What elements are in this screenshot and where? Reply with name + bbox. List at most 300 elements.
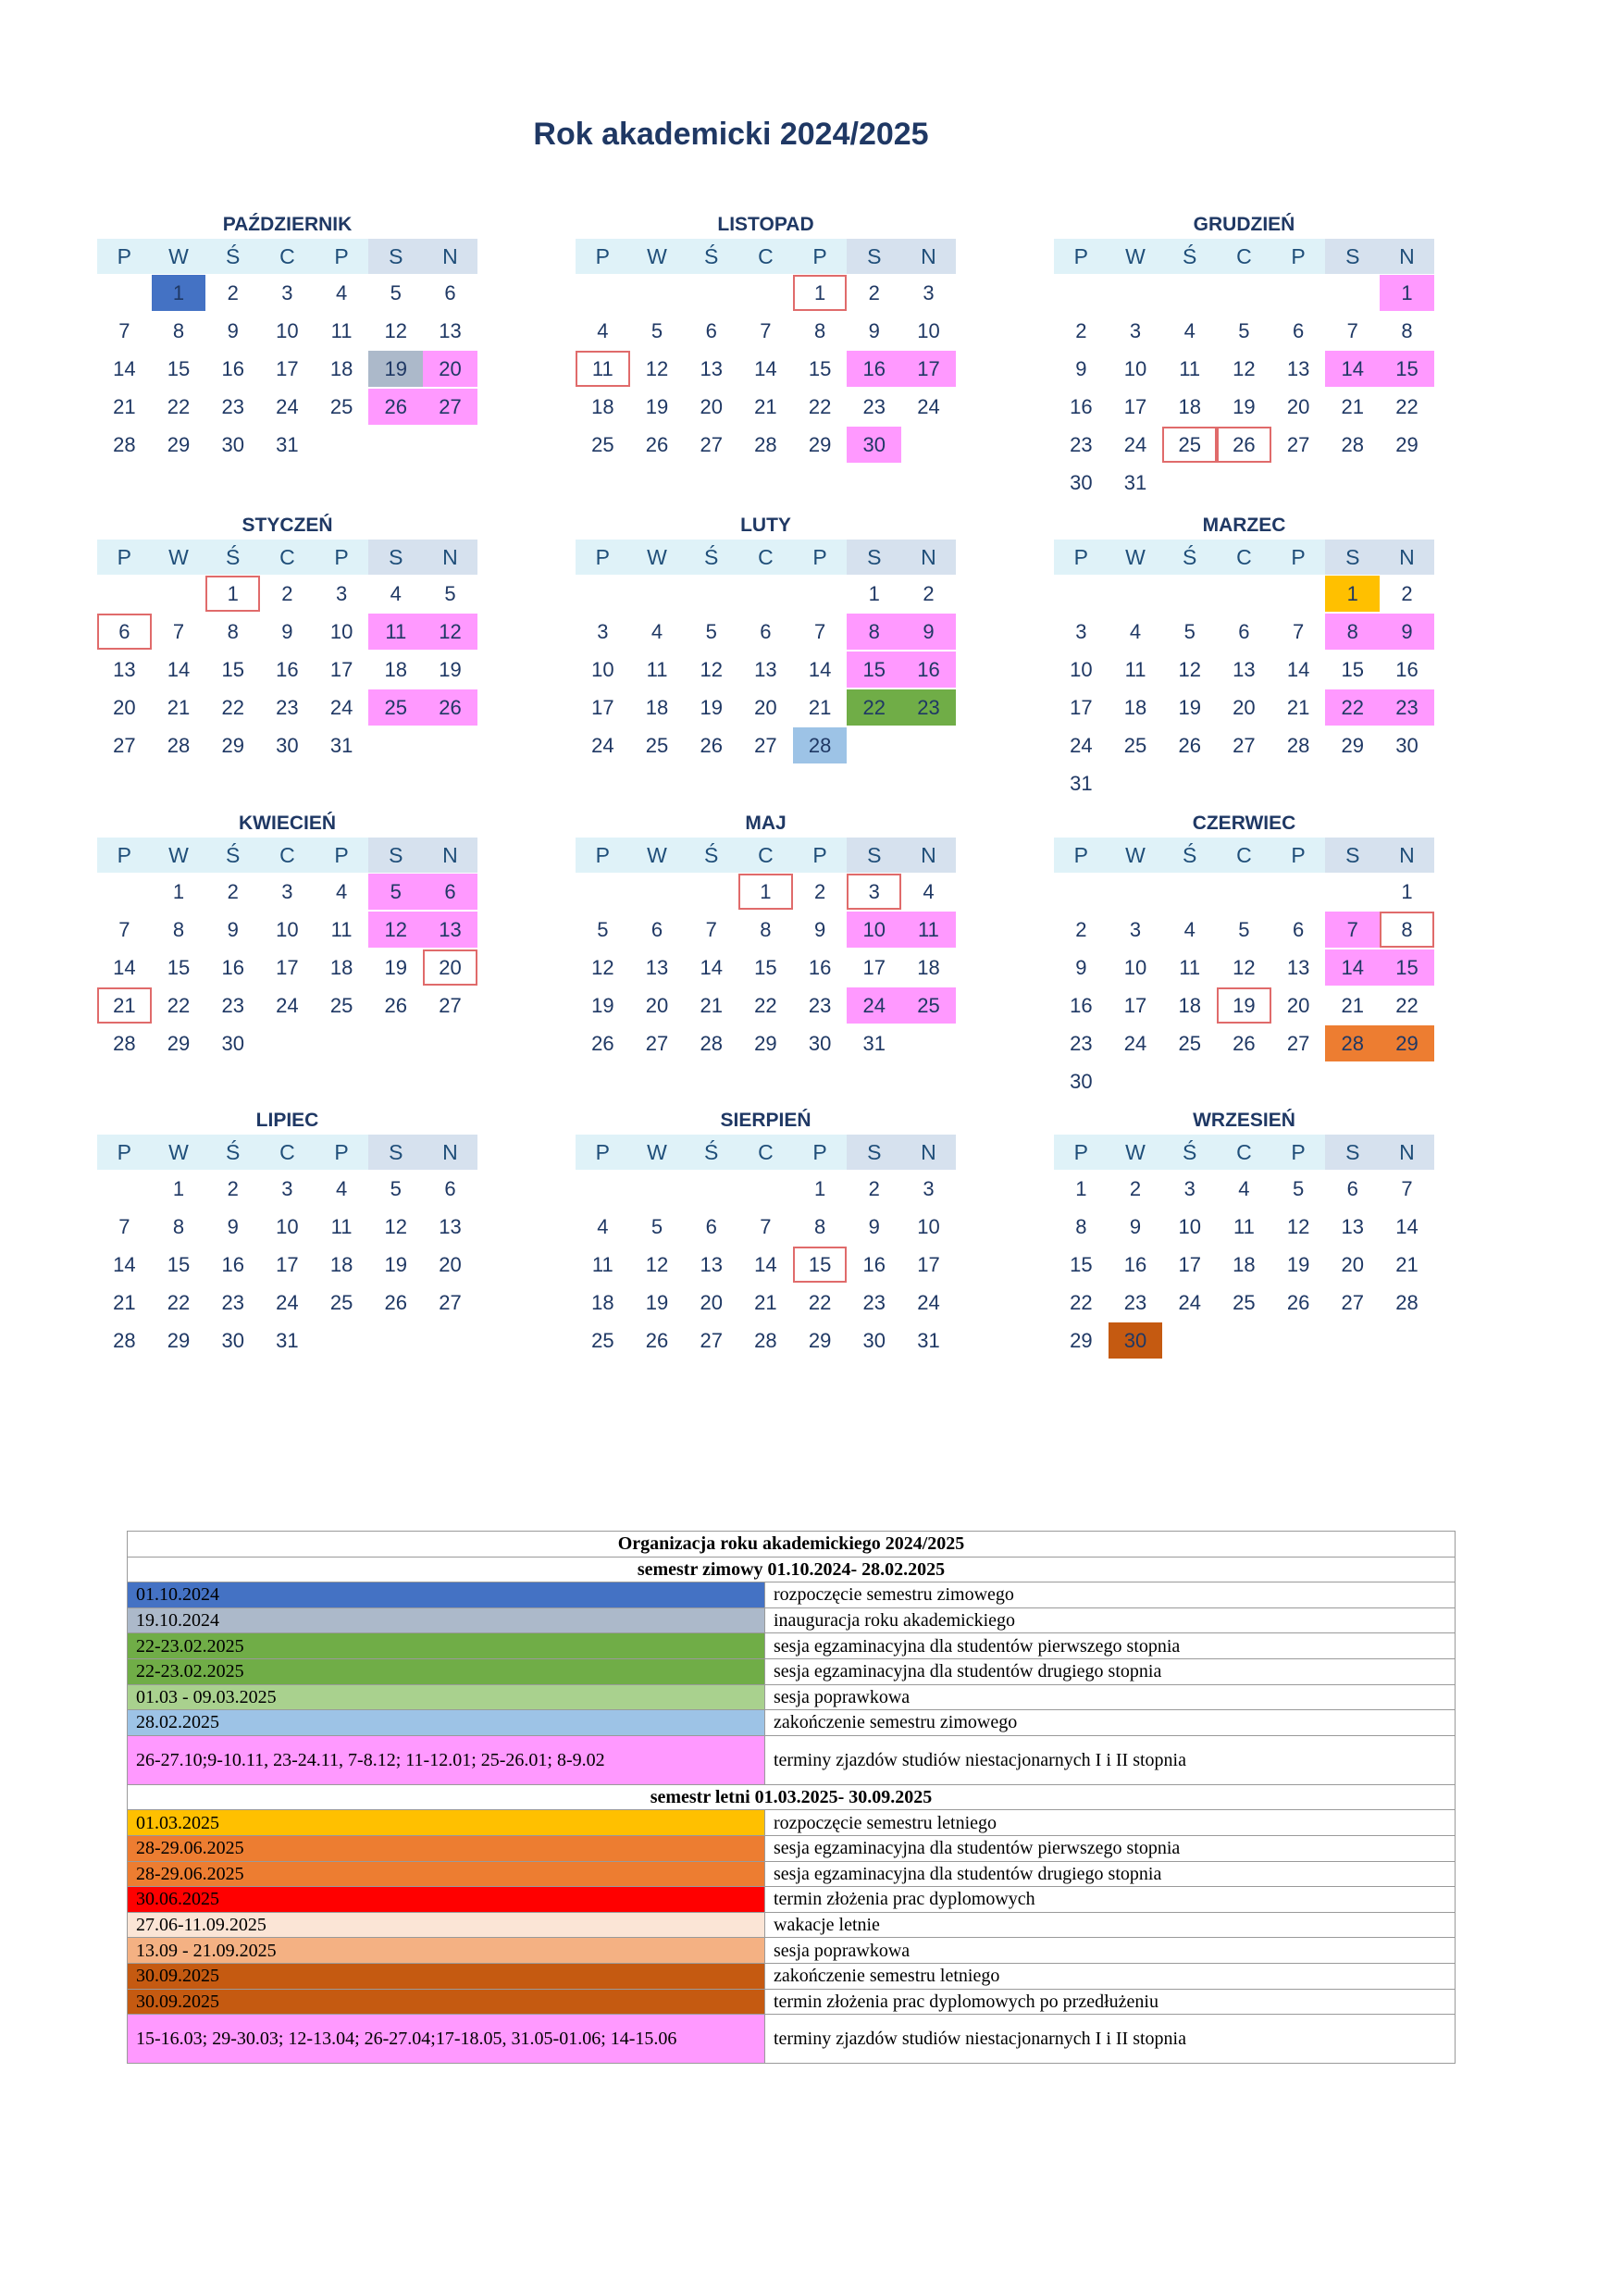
day-cell: 11	[1179, 357, 1201, 380]
day-cell: 26	[384, 994, 408, 1017]
week-row	[576, 1208, 956, 1246]
month-4	[576, 512, 956, 764]
weekday-label: W	[1109, 540, 1163, 575]
day-cell: 16	[1070, 395, 1093, 418]
week-row	[97, 987, 477, 1024]
week-row	[1054, 873, 1434, 911]
weekday-header	[97, 540, 477, 575]
day-cell: 14	[1325, 949, 1380, 986]
week-row	[576, 274, 956, 312]
day-cell: 10	[1123, 357, 1147, 380]
empty-cell	[423, 727, 477, 763]
week-row	[97, 426, 477, 464]
day-cell: 5	[597, 918, 609, 941]
day-cell: 27	[113, 734, 136, 757]
day-cell: 4	[597, 1215, 609, 1238]
day-cell: 4	[1183, 319, 1196, 342]
day-cell: 22	[1070, 1291, 1093, 1314]
month-1	[576, 211, 956, 464]
empty-cell	[1271, 874, 1326, 910]
date-cell: 19.10.2024	[128, 1607, 765, 1633]
day-cell: 29	[1341, 734, 1365, 757]
empty-cell	[1271, 576, 1326, 612]
date-cell: 15-16.03; 29-30.03; 12-13.04; 26-27.04;17-18.05, 31.05-01.06; 14-15.06	[128, 2015, 765, 2064]
day-cell: 8	[172, 319, 185, 342]
day-cell: 26	[423, 689, 477, 726]
weekday-label: S	[847, 239, 901, 274]
empty-cell	[630, 874, 685, 910]
empty-cell	[1380, 1063, 1434, 1099]
week-row	[1054, 764, 1434, 802]
day-cell: 23	[862, 395, 886, 418]
weekday-label: W	[152, 1135, 206, 1170]
description-cell: zakończenie semestru zimowego	[765, 1710, 1456, 1736]
day-cell: 7	[705, 918, 717, 941]
day-cell: 25	[1162, 427, 1217, 463]
day-cell: 15	[1341, 658, 1365, 681]
day-cell: 23	[221, 1291, 244, 1314]
day-cell: 17	[1070, 696, 1093, 719]
week-row	[1054, 987, 1434, 1024]
day-cell: 25	[329, 1291, 353, 1314]
day-cell: 26	[1178, 734, 1201, 757]
day-cell: 30	[847, 427, 901, 463]
day-cell: 23	[221, 395, 244, 418]
description-cell: inauguracja roku akademickiego	[765, 1607, 1456, 1633]
empty-cell	[1380, 465, 1434, 501]
empty-cell	[368, 1025, 423, 1061]
week-row	[1054, 949, 1434, 987]
day-cell: 29	[754, 1032, 777, 1055]
weekday-label: S	[1325, 1135, 1380, 1170]
day-cell: 17	[276, 956, 299, 979]
day-cell: 14	[754, 357, 777, 380]
weekday-header	[1054, 838, 1434, 873]
day-cell: 8	[1325, 614, 1380, 650]
day-cell: 30	[1070, 471, 1093, 494]
day-cell: 15	[1380, 949, 1434, 986]
day-cell: 23	[862, 1291, 886, 1314]
day-cell: 13	[754, 658, 777, 681]
day-cell: 31	[862, 1032, 886, 1055]
day-cell: 19	[1286, 1253, 1310, 1276]
day-cell: 22	[1325, 689, 1380, 726]
day-cell: 17	[591, 696, 614, 719]
day-cell: 13	[1286, 956, 1310, 979]
weekday-header	[97, 838, 477, 873]
page-title: Rok akademicki 2024/2025	[533, 117, 929, 152]
day-cell: 15	[221, 658, 244, 681]
day-cell: 21	[754, 395, 777, 418]
day-cell: 6	[97, 614, 152, 650]
weekday-label: P	[315, 239, 369, 274]
day-cell: 7	[1346, 319, 1358, 342]
day-cell: 18	[329, 956, 353, 979]
empty-cell	[1054, 275, 1109, 311]
day-cell: 3	[335, 582, 348, 605]
day-cell: 18	[591, 1291, 614, 1314]
month-3	[97, 512, 477, 764]
day-cell: 5	[1238, 918, 1250, 941]
day-cell: 6	[650, 918, 663, 941]
day-cell: 12	[645, 1253, 669, 1276]
empty-cell	[1325, 765, 1380, 801]
empty-cell	[97, 1171, 152, 1207]
empty-cell	[684, 275, 738, 311]
day-cell: 12	[1178, 658, 1201, 681]
day-cell: 21	[700, 994, 723, 1017]
day-cell: 8	[172, 918, 185, 941]
day-cell: 20	[700, 395, 723, 418]
day-cell: 4	[1183, 918, 1196, 941]
day-cell: 4	[1129, 620, 1142, 643]
week-row	[97, 350, 477, 388]
weekday-label: W	[630, 838, 685, 873]
day-cell: 21	[1341, 994, 1365, 1017]
empty-cell	[738, 576, 793, 612]
day-cell: 6	[760, 620, 772, 643]
day-cell: 12	[1233, 357, 1256, 380]
day-cell: 7	[1401, 1177, 1413, 1200]
day-cell: 2	[1075, 918, 1087, 941]
day-cell: 11	[646, 658, 668, 681]
day-cell: 25	[901, 987, 956, 1024]
weekday-label: P	[793, 239, 848, 274]
day-cell: 14	[1286, 658, 1310, 681]
month-0	[97, 211, 477, 464]
day-cell: 4	[335, 1177, 348, 1200]
day-cell: 31	[1070, 772, 1093, 795]
day-cell: 6	[705, 1215, 717, 1238]
day-cell: 18	[1178, 994, 1201, 1017]
weekday-label: C	[738, 239, 793, 274]
weekday-label: Ś	[684, 1135, 738, 1170]
day-cell: 29	[167, 433, 191, 456]
day-cell: 21	[113, 1291, 136, 1314]
day-cell: 25	[368, 689, 423, 726]
day-cell: 20	[439, 1253, 462, 1276]
weekday-label: C	[1217, 1135, 1271, 1170]
day-cell: 18	[645, 696, 669, 719]
week-row	[576, 575, 956, 613]
day-cell: 12	[384, 319, 408, 342]
week-row	[1054, 651, 1434, 689]
week-row	[97, 274, 477, 312]
day-cell: 26	[645, 433, 669, 456]
day-cell: 31	[276, 1329, 299, 1352]
day-cell: 10	[1070, 658, 1093, 681]
month-7	[576, 810, 956, 1062]
day-cell: 26	[368, 389, 423, 425]
day-cell: 16	[1070, 994, 1093, 1017]
day-cell: 28	[113, 1329, 136, 1352]
month-name: PAŹDZIERNIK	[222, 214, 353, 235]
day-cell: 17	[276, 1253, 299, 1276]
date-cell: 01.03.2025	[128, 1810, 765, 1836]
weekday-label: W	[630, 1135, 685, 1170]
day-cell: 15	[808, 357, 832, 380]
weekday-label: N	[1380, 1135, 1434, 1170]
day-cell: 7	[1325, 912, 1380, 948]
day-cell: 4	[650, 620, 663, 643]
week-row	[1054, 613, 1434, 651]
day-cell: 8	[227, 620, 239, 643]
day-cell: 23	[901, 689, 956, 726]
weekday-label: Ś	[205, 540, 260, 575]
day-cell: 24	[329, 696, 353, 719]
empty-cell	[1217, 765, 1271, 801]
weekday-label: P	[576, 540, 630, 575]
week-row	[97, 949, 477, 987]
day-cell: 28	[1286, 734, 1310, 757]
empty-cell	[1109, 1063, 1163, 1099]
day-cell: 18	[384, 658, 408, 681]
day-cell: 8	[813, 319, 826, 342]
day-cell: 16	[901, 652, 956, 688]
day-cell: 19	[384, 1253, 408, 1276]
weekday-label: P	[97, 239, 152, 274]
day-cell: 29	[221, 734, 244, 757]
day-cell: 21	[1341, 395, 1365, 418]
day-cell: 6	[1346, 1177, 1358, 1200]
month-name: MARZEC	[1202, 515, 1286, 536]
day-cell: 21	[1395, 1253, 1419, 1276]
winter-semester-header	[128, 1557, 1456, 1582]
day-cell: 13	[1233, 658, 1256, 681]
empty-cell	[315, 1025, 369, 1061]
weekday-label: C	[260, 540, 315, 575]
organization-table	[127, 1531, 1456, 2064]
day-cell: 2	[281, 582, 293, 605]
day-cell: 1	[152, 275, 206, 311]
day-cell: 25	[1233, 1291, 1256, 1314]
description-cell: termin złożenia prac dyplomowych	[765, 1887, 1456, 1913]
description-cell: terminy zjazdów studiów niestacjonarnych I i II stopnia	[765, 2015, 1456, 2064]
week-row	[97, 873, 477, 911]
day-cell: 19	[645, 395, 669, 418]
day-cell: 2	[923, 582, 935, 605]
day-cell: 11	[901, 912, 956, 948]
day-cell: 15	[793, 1247, 848, 1283]
empty-cell	[368, 427, 423, 463]
day-cell: 23	[808, 994, 832, 1017]
day-cell: 20	[1341, 1253, 1365, 1276]
day-cell: 6	[444, 1177, 456, 1200]
weekday-label: Ś	[684, 838, 738, 873]
description-cell: terminy zjazdów studiów niestacjonarnych I i II stopnia	[765, 1735, 1456, 1784]
weekday-label: W	[1109, 1135, 1163, 1170]
empty-cell	[368, 727, 423, 763]
weekday-label: S	[847, 838, 901, 873]
week-row	[576, 949, 956, 987]
week-row	[576, 651, 956, 689]
empty-cell	[576, 275, 630, 311]
weekday-label: Ś	[1162, 540, 1217, 575]
day-cell: 17	[1123, 994, 1147, 1017]
day-cell: 20	[700, 1291, 723, 1314]
date-cell: 22-23.02.2025	[128, 1633, 765, 1659]
empty-cell	[901, 427, 956, 463]
day-cell: 10	[917, 319, 940, 342]
date-cell: 27.06-11.09.2025	[128, 1912, 765, 1938]
weekday-label: S	[368, 1135, 423, 1170]
day-cell: 30	[1070, 1070, 1093, 1093]
day-cell: 15	[167, 357, 191, 380]
day-cell: 22	[221, 696, 244, 719]
week-row	[97, 726, 477, 764]
day-cell: 15	[167, 1253, 191, 1276]
day-cell: 17	[329, 658, 353, 681]
day-cell: 10	[276, 319, 299, 342]
week-row	[97, 1024, 477, 1062]
day-cell: 21	[1286, 696, 1310, 719]
day-cell: 30	[1109, 1322, 1163, 1359]
day-cell: 31	[1123, 471, 1147, 494]
day-cell: 14	[700, 956, 723, 979]
description-cell: sesja egzaminacyjna dla studentów pierwszego stopnia	[765, 1633, 1456, 1659]
week-row	[97, 575, 477, 613]
day-cell: 29	[1395, 433, 1419, 456]
week-row	[97, 1208, 477, 1246]
day-cell: 29	[167, 1032, 191, 1055]
weekday-label: N	[423, 540, 477, 575]
empty-cell	[738, 1171, 793, 1207]
day-cell: 24	[276, 395, 299, 418]
empty-cell	[1109, 275, 1163, 311]
day-cell: 12	[645, 357, 669, 380]
table-row	[128, 1912, 1456, 1938]
table-row	[128, 2015, 1456, 2064]
day-cell: 10	[1178, 1215, 1201, 1238]
weekday-label: Ś	[684, 239, 738, 274]
week-row	[1054, 1246, 1434, 1284]
day-cell: 23	[1070, 433, 1093, 456]
empty-cell	[97, 275, 152, 311]
day-cell: 28	[793, 727, 848, 763]
day-cell: 31	[329, 734, 353, 757]
day-cell: 1	[813, 1177, 826, 1200]
week-row	[97, 1284, 477, 1322]
week-row	[97, 613, 477, 651]
empty-cell	[684, 1171, 738, 1207]
summer-semester-header	[128, 1784, 1456, 1810]
day-cell: 25	[1178, 1032, 1201, 1055]
weekday-label: Ś	[1162, 239, 1217, 274]
day-cell: 28	[700, 1032, 723, 1055]
day-cell: 2	[868, 281, 880, 304]
weekday-label: W	[630, 239, 685, 274]
week-row	[576, 426, 956, 464]
day-cell: 2	[868, 1177, 880, 1200]
day-cell: 27	[1286, 433, 1310, 456]
day-cell: 31	[276, 433, 299, 456]
month-name: KWIECIEŃ	[239, 813, 336, 834]
day-cell: 9	[281, 620, 293, 643]
day-cell: 17	[276, 357, 299, 380]
day-cell: 13	[700, 1253, 723, 1276]
week-row	[576, 1284, 956, 1322]
day-cell: 20	[1286, 994, 1310, 1017]
month-name: LUTY	[740, 515, 791, 536]
empty-cell	[1271, 765, 1326, 801]
day-cell: 24	[1070, 734, 1093, 757]
month-name: STYCZEŃ	[242, 515, 333, 536]
day-cell: 31	[917, 1329, 940, 1352]
day-cell: 7	[760, 1215, 772, 1238]
week-row	[1054, 1208, 1434, 1246]
weekday-label: W	[152, 239, 206, 274]
day-cell: 29	[808, 433, 832, 456]
day-cell: 10	[591, 658, 614, 681]
day-cell: 24	[847, 987, 901, 1024]
week-row	[1054, 274, 1434, 312]
weekday-label: P	[97, 838, 152, 873]
summer-semester-header-text: semestr letni 01.03.2025- 30.09.2025	[128, 1784, 1456, 1810]
day-cell: 9	[813, 918, 826, 941]
day-cell: 13	[1286, 357, 1310, 380]
month-5	[1054, 512, 1434, 802]
weekday-label: S	[1325, 540, 1380, 575]
week-row	[576, 350, 956, 388]
day-cell: 5	[1183, 620, 1196, 643]
weekday-label: P	[1271, 838, 1326, 873]
weekday-label: N	[901, 239, 956, 274]
day-cell: 10	[329, 620, 353, 643]
description-cell: sesja poprawkowa	[765, 1684, 1456, 1710]
day-cell: 9	[1075, 956, 1087, 979]
weekday-label: P	[1271, 540, 1326, 575]
week-row	[1054, 1170, 1434, 1208]
weekday-label: P	[576, 239, 630, 274]
month-name: SIERPIEŃ	[720, 1110, 812, 1131]
day-cell: 26	[645, 1329, 669, 1352]
weekday-label: W	[1109, 239, 1163, 274]
day-cell: 26	[591, 1032, 614, 1055]
month-name: MAJ	[745, 813, 787, 834]
date-cell: 26-27.10;9-10.11, 23-24.11, 7-8.12; 11-12.01; 25-26.01; 8-9.02	[128, 1735, 765, 1784]
date-cell: 28-29.06.2025	[128, 1861, 765, 1887]
day-cell: 5	[650, 1215, 663, 1238]
day-cell: 16	[221, 1253, 244, 1276]
week-row	[1054, 350, 1434, 388]
table-row	[128, 1887, 1456, 1913]
weekday-label: P	[576, 1135, 630, 1170]
day-cell: 2	[1401, 582, 1413, 605]
day-cell: 8	[760, 918, 772, 941]
day-cell: 12	[1233, 956, 1256, 979]
date-cell: 01.03 - 09.03.2025	[128, 1684, 765, 1710]
day-cell: 25	[591, 433, 614, 456]
empty-cell	[1054, 874, 1109, 910]
table-row	[128, 1658, 1456, 1684]
week-row	[97, 388, 477, 426]
week-row	[576, 689, 956, 726]
day-cell: 24	[917, 1291, 940, 1314]
day-cell: 9	[227, 319, 239, 342]
day-cell: 20	[645, 994, 669, 1017]
weekday-label: W	[630, 540, 685, 575]
empty-cell	[1162, 1322, 1217, 1359]
weekday-label: C	[738, 540, 793, 575]
day-cell: 8	[813, 1215, 826, 1238]
weekday-label: Ś	[205, 239, 260, 274]
day-cell: 9	[227, 1215, 239, 1238]
weekday-label: P	[315, 1135, 369, 1170]
day-cell: 16	[276, 658, 299, 681]
weekday-header	[97, 239, 477, 274]
week-row	[1054, 312, 1434, 350]
empty-cell	[1162, 576, 1217, 612]
